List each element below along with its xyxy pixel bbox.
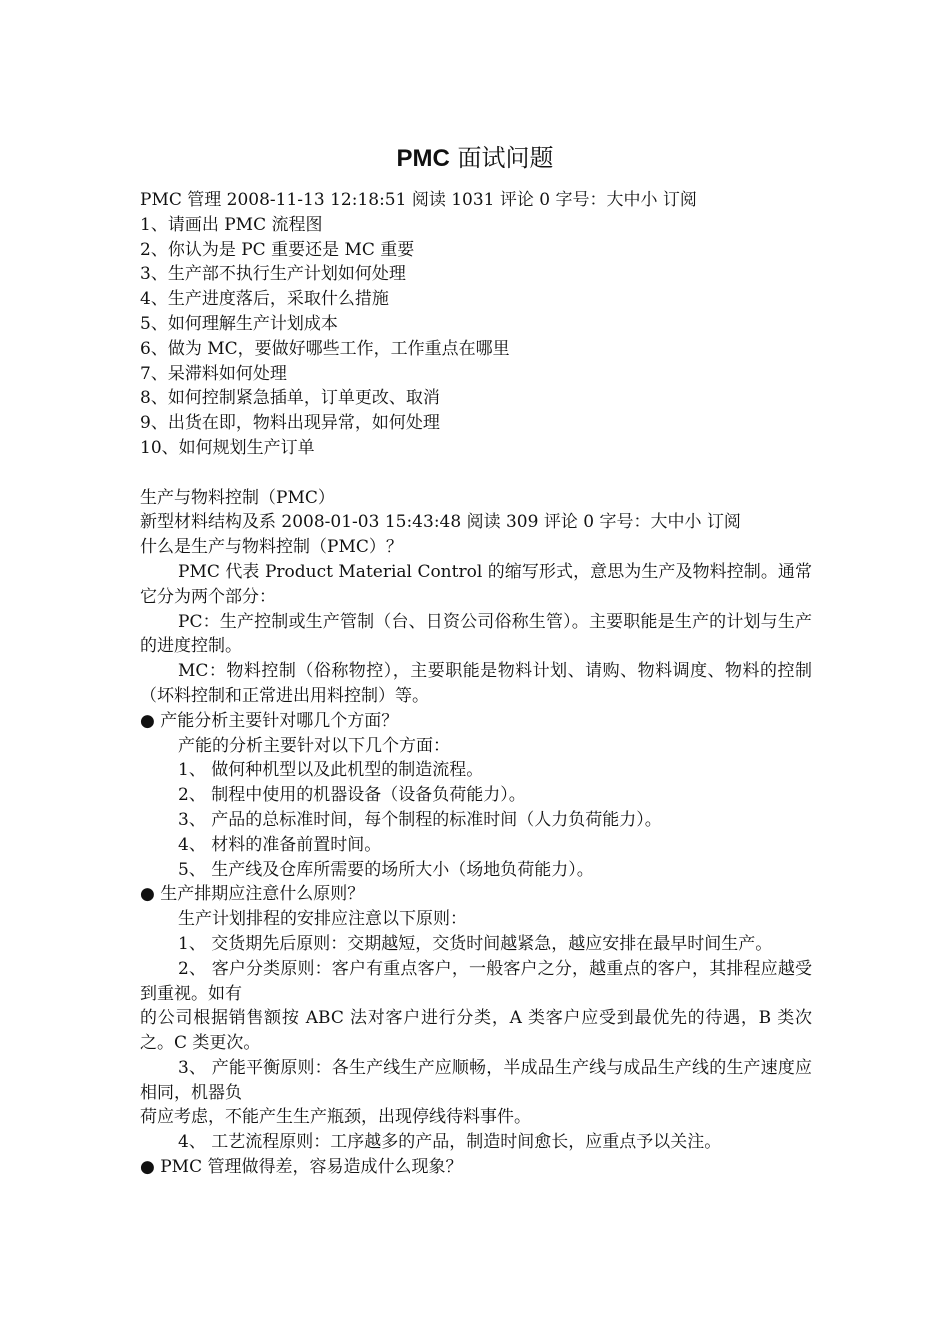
title-bold-part: PMC — [396, 145, 450, 172]
pc-definition-text: PC：生产控制或生产管制（台、日资公司俗称生管）。主要职能是生产的计划与生产的进度控制。 — [140, 611, 812, 657]
capacity-item: 4、 材料的准备前置时间。 — [178, 834, 382, 855]
question-item: 8、如何控制紧急插单，订单更改、取消 — [140, 388, 440, 409]
post-meta-1: PMC 管理 2008-11-13 12:18:51 阅读 1031 评论 0 字号：大中小 订阅 — [140, 190, 697, 210]
mc-definition-text: MC：物料控制（俗称物控），主要职能是物料计划、请购、物料调度、物料的控制（坏料控制和正常进出用料控制）等。 — [140, 661, 812, 706]
post-meta-2: 新型材料结构及系 2008-01-03 15:43:48 阅读 309 评论 0 字号：大中小 订阅 — [140, 512, 741, 533]
question-item: 1、请画出 PMC 流程图 — [140, 214, 323, 235]
blank-line — [140, 461, 812, 486]
schedule-question: ● 生产排期应注意什么原则？ — [140, 884, 365, 905]
question-item: 5、如何理解生产计划成本 — [140, 313, 338, 334]
mc-definition-paragraph — [140, 659, 812, 709]
capacity-item: 5、 生产线及仓库所需要的场所大小（场地负荷能力）。 — [178, 859, 594, 880]
rule-paragraph — [140, 932, 812, 957]
question-item: 6、做为 MC，要做好哪些工作，工作重点在哪里 — [140, 338, 510, 359]
rule-text: 3、 产能平衡原则：各生产线生产应顺畅，半成品生产线与成品生产线的生产速度应相同，机器负 — [140, 1057, 812, 1103]
capacity-item: 1、 做何种机型以及此机型的制造流程。 — [178, 760, 484, 781]
question-item: 2、你认为是 PC 重要还是 MC 重要 — [140, 239, 415, 260]
pc-definition-paragraph — [140, 610, 812, 660]
definition-question: 什么是生产与物料控制（PMC）？ — [140, 537, 403, 558]
rule-continuation: 的公司根据销售额按 ABC 法对客户进行分类，A 类客户应受到最优先的待遇，B 类次之。C 类更次。 — [140, 1008, 812, 1054]
question-item: 10、如何规划生产订单 — [140, 437, 315, 458]
section-title: 生产与物料控制（PMC） — [140, 487, 335, 508]
rule-text: 1、 交货期先后原则：交期越短，交货时间越紧急，越应安排在最早时间生产。 — [178, 933, 773, 954]
capacity-intro: 产能的分析主要针对以下几个方面： — [178, 735, 450, 756]
capacity-question: ● 产能分析主要针对哪几个方面？ — [140, 710, 399, 731]
question-item: 4、生产进度落后，采取什么措施 — [140, 289, 389, 310]
capacity-item: 2、 制程中使用的机器设备（设备负荷能力）。 — [178, 785, 526, 806]
title-text-part: 面试问题 — [457, 144, 554, 172]
question-item: 9、出货在即，物料出现异常，如何处理 — [140, 413, 440, 434]
pmc-poor-question: ● PMC 管理做得差，容易造成什么现象？ — [140, 1157, 463, 1178]
question-item: 3、生产部不执行生产计划如何处理 — [140, 264, 406, 285]
capacity-item: 3、 产品的总标准时间，每个制程的标准时间（人力负荷能力）。 — [178, 809, 662, 830]
document-body — [140, 188, 812, 1180]
rule-paragraph — [140, 1056, 812, 1106]
rule-text: 4、 工艺流程原则：工序越多的产品，制造时间愈长，应重点予以关注。 — [178, 1132, 722, 1153]
definition-paragraph — [140, 560, 812, 610]
document-title — [0, 140, 950, 177]
rule-paragraph — [140, 957, 812, 1007]
rule-text: 2、 客户分类原则：客户有重点客户，一般客户之分，越重点的客户，其排程应越受到重视。如有 — [140, 958, 812, 1004]
rule-continuation: 荷应考虑，不能产生生产瓶颈，出现停线待料事件。 — [140, 1107, 531, 1128]
definition-text: PMC 代表 Product Material Control 的缩写形式，意思为生产及物料控制。通常它分为两个部分： — [140, 561, 812, 607]
schedule-intro: 生产计划排程的安排应注意以下原则： — [178, 909, 467, 930]
question-item: 7、呆滞料如何处理 — [140, 363, 287, 384]
